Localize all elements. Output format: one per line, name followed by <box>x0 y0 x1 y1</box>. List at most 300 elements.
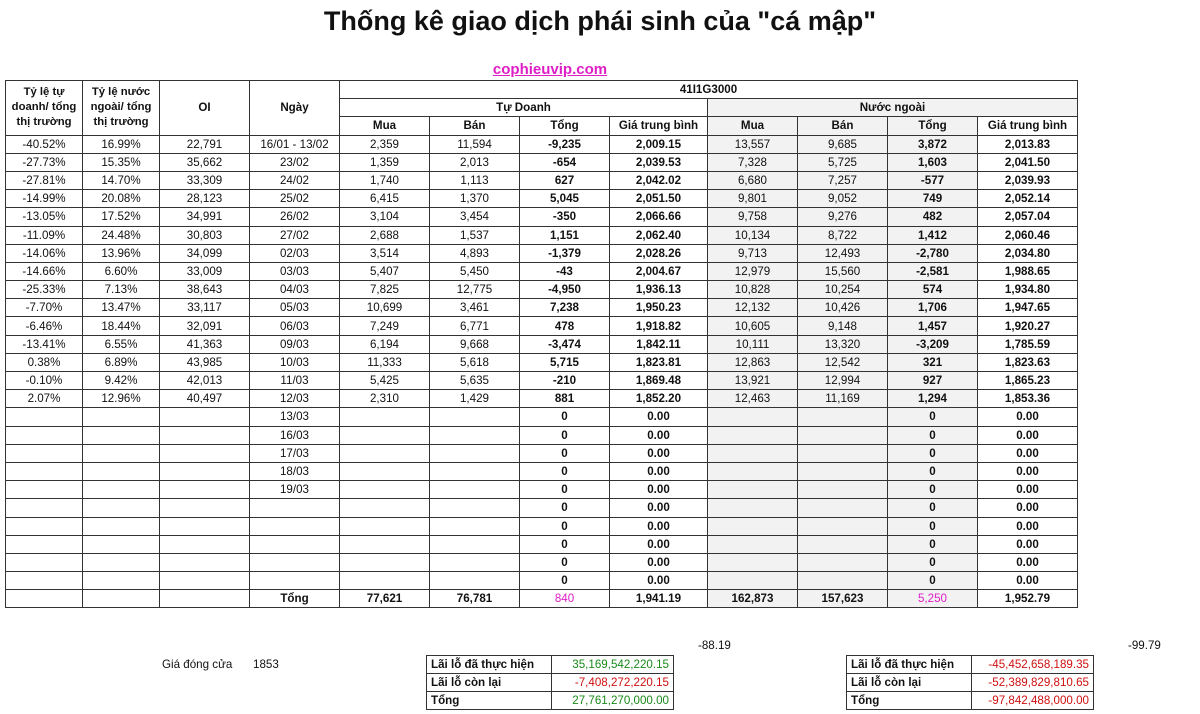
cell-ratio-foreign: 24.48% <box>83 226 160 244</box>
cell-foreign-avg: 0.00 <box>978 572 1078 590</box>
cell-prop-total: 478 <box>520 317 610 335</box>
cell-ratio-prop: -27.73% <box>6 153 83 171</box>
cell-foreign-sell: 12,493 <box>798 244 888 262</box>
header-ratio-foreign: Tỷ lệ nước ngoài/ tổng thị trường <box>83 81 160 136</box>
cell-date <box>250 572 340 590</box>
cell-ratio-prop: -13.05% <box>6 208 83 226</box>
cell-foreign-avg: 0.00 <box>978 553 1078 571</box>
header-foreign-group: Nước ngoài <box>708 99 1078 117</box>
cell-prop-total: 0 <box>520 444 610 462</box>
cell-prop-avg: 1,950.23 <box>610 299 708 317</box>
pl-value: -97,842,488,000.00 <box>972 692 1094 710</box>
cell-prop-avg: 2,039.53 <box>610 153 708 171</box>
cell-foreign-buy: 6,680 <box>708 171 798 189</box>
cell-prop-total: 7,238 <box>520 299 610 317</box>
header-foreign-avg: Giá trung bình <box>978 117 1078 135</box>
cell-foreign-total: 1,706 <box>888 299 978 317</box>
cell-foreign-buy: 12,979 <box>708 262 798 280</box>
cell-oi: 28,123 <box>160 190 250 208</box>
cell-foreign-sell <box>798 499 888 517</box>
cell-ratio-foreign: 6.55% <box>83 335 160 353</box>
cell-prop-avg: 0.00 <box>610 408 708 426</box>
cell-ratio-foreign: 18.44% <box>83 317 160 335</box>
header-prop-buy: Mua <box>340 117 430 135</box>
header-prop-total: Tổng <box>520 117 610 135</box>
cell-ratio-foreign <box>83 462 160 480</box>
cell-foreign-avg: 0.00 <box>978 408 1078 426</box>
table-row <box>6 572 1078 590</box>
cell-foreign-sell: 10,426 <box>798 299 888 317</box>
cell-ratio-foreign <box>83 499 160 517</box>
cell-prop-buy <box>340 426 430 444</box>
cell-ratio-prop: 2.07% <box>6 390 83 408</box>
cell-prop-avg: 2,042.02 <box>610 171 708 189</box>
cell-ratio-prop: -0.10% <box>6 372 83 390</box>
cell-foreign-avg: 2,057.04 <box>978 208 1078 226</box>
cell-oi <box>160 535 250 553</box>
table-row <box>6 317 1078 335</box>
table-row <box>6 535 1078 553</box>
cell-oi: 35,662 <box>160 153 250 171</box>
cell-prop-buy <box>340 481 430 499</box>
cell-foreign-buy: 7,328 <box>708 153 798 171</box>
cell-foreign-sell: 13,320 <box>798 335 888 353</box>
cell-prop-sell <box>430 481 520 499</box>
table-row <box>6 372 1078 390</box>
cell-prop-buy: 2,359 <box>340 135 430 153</box>
cell-foreign-buy <box>708 553 798 571</box>
cell-date: 23/02 <box>250 153 340 171</box>
cell-prop-total: -3,474 <box>520 335 610 353</box>
cell-foreign-buy <box>708 517 798 535</box>
cell-foreign-avg: 0.00 <box>978 444 1078 462</box>
cell-prop-buy: 11,333 <box>340 353 430 371</box>
cell-oi: 30,803 <box>160 226 250 244</box>
cell-foreign-sell: 15,560 <box>798 262 888 280</box>
cell-foreign-sell <box>798 517 888 535</box>
cell-prop-buy: 1,359 <box>340 153 430 171</box>
cell-prop-avg: 1,823.81 <box>610 353 708 371</box>
cell-oi <box>160 426 250 444</box>
cell-foreign-avg: 1,947.65 <box>978 299 1078 317</box>
cell-date: 10/03 <box>250 353 340 371</box>
table-row <box>6 517 1078 535</box>
cell-date: 17/03 <box>250 444 340 462</box>
pl-value: -7,408,272,220.15 <box>552 674 674 692</box>
cell-prop-sell: 5,635 <box>430 372 520 390</box>
table-row <box>6 244 1078 262</box>
cell-foreign-buy: 10,134 <box>708 226 798 244</box>
cell-prop-avg: 0.00 <box>610 426 708 444</box>
cell-date: 26/02 <box>250 208 340 226</box>
cell-foreign-sell: 9,685 <box>798 135 888 153</box>
foreign-price-diff: -99.79 <box>1128 639 1161 652</box>
header-prop-sell: Bán <box>430 117 520 135</box>
cell-foreign-buy: 13,557 <box>708 135 798 153</box>
cell-ratio-prop <box>6 481 83 499</box>
cell-oi: 22,791 <box>160 135 250 153</box>
cell-foreign-sell: 8,722 <box>798 226 888 244</box>
pl-label: Lãi lỗ còn lại <box>427 674 552 692</box>
cell-prop-total: -4,950 <box>520 281 610 299</box>
cell-foreign-sell: 12,994 <box>798 372 888 390</box>
cell-foreign-buy: 13,921 <box>708 372 798 390</box>
cell-foreign-sell <box>798 572 888 590</box>
cell-foreign-avg: 2,039.93 <box>978 171 1078 189</box>
cell-foreign-avg: 2,034.80 <box>978 244 1078 262</box>
cell-foreign-total: 1,294 <box>888 390 978 408</box>
cell-foreign-avg: 0.00 <box>978 517 1078 535</box>
cell-ratio-foreign <box>83 444 160 462</box>
cell-date: 19/03 <box>250 481 340 499</box>
cell-foreign-avg: 2,041.50 <box>978 153 1078 171</box>
cell-foreign-avg: 1,823.63 <box>978 353 1078 371</box>
cell-foreign-total: 0 <box>888 408 978 426</box>
cell-foreign-total: 574 <box>888 281 978 299</box>
cell-ratio-foreign <box>83 408 160 426</box>
cell-foreign-buy <box>708 535 798 553</box>
cell-date: 12/03 <box>250 390 340 408</box>
pl-row <box>847 692 1094 710</box>
cell-prop-sell: 1,429 <box>430 390 520 408</box>
cell-date: 16/03 <box>250 426 340 444</box>
closing-price-value: 1853 <box>253 658 279 671</box>
cell-prop-total: 627 <box>520 171 610 189</box>
cell-foreign-total: -2,780 <box>888 244 978 262</box>
cell-prop-avg: 2,004.67 <box>610 262 708 280</box>
cell-foreign-total: 3,872 <box>888 135 978 153</box>
cell-oi <box>160 572 250 590</box>
cell-foreign-buy: 12,132 <box>708 299 798 317</box>
header-contract: 41I1G3000 <box>340 81 1078 99</box>
cell-foreign-buy <box>708 499 798 517</box>
cell-foreign-total: 1,412 <box>888 226 978 244</box>
derivatives-table <box>5 80 1078 608</box>
cell-prop-sell: 3,454 <box>430 208 520 226</box>
cell-prop-avg: 2,051.50 <box>610 190 708 208</box>
cell-foreign-buy: 9,801 <box>708 190 798 208</box>
cell-oi: 41,363 <box>160 335 250 353</box>
cell-foreign-total: 0 <box>888 481 978 499</box>
total-label: Tổng <box>250 590 340 608</box>
cell-foreign-avg: 1,865.23 <box>978 372 1078 390</box>
cell-foreign-buy <box>708 572 798 590</box>
cell-foreign-total: -2,581 <box>888 262 978 280</box>
cell-prop-buy <box>340 572 430 590</box>
cell-foreign-avg: 0.00 <box>978 535 1078 553</box>
cell-foreign-buy <box>708 426 798 444</box>
cell-prop-buy: 7,825 <box>340 281 430 299</box>
cell-ratio-foreign: 9.42% <box>83 372 160 390</box>
cell-foreign-total: 749 <box>888 190 978 208</box>
cell-foreign-sell <box>798 426 888 444</box>
cell-prop-sell <box>430 426 520 444</box>
header-oi: OI <box>160 81 250 136</box>
pl-row <box>427 674 674 692</box>
cell-foreign-buy: 9,758 <box>708 208 798 226</box>
cell-ratio-prop <box>6 499 83 517</box>
table-row <box>6 299 1078 317</box>
cell-foreign-buy: 10,111 <box>708 335 798 353</box>
cell-foreign-avg: 1,785.59 <box>978 335 1078 353</box>
cell-date: 06/03 <box>250 317 340 335</box>
cell-prop-sell: 9,668 <box>430 335 520 353</box>
cell-prop-total: 0 <box>520 572 610 590</box>
cell-ratio-foreign: 13.47% <box>83 299 160 317</box>
cell-ratio-prop <box>6 444 83 462</box>
prop-price-diff: -88.19 <box>698 639 731 652</box>
cell-prop-avg: 0.00 <box>610 481 708 499</box>
cell-prop-avg: 2,028.26 <box>610 244 708 262</box>
cell-ratio-prop: -13.41% <box>6 335 83 353</box>
cell-prop-total: 0 <box>520 499 610 517</box>
pl-row <box>847 656 1094 674</box>
table-row <box>6 481 1078 499</box>
total-empty <box>160 590 250 608</box>
cell-date: 13/03 <box>250 408 340 426</box>
cell-foreign-total: 0 <box>888 553 978 571</box>
cell-foreign-total: 0 <box>888 462 978 480</box>
cell-ratio-foreign: 20.08% <box>83 190 160 208</box>
cell-foreign-avg: 2,052.14 <box>978 190 1078 208</box>
total-foreign-sell: 157,623 <box>798 590 888 608</box>
cell-oi <box>160 499 250 517</box>
cell-prop-buy: 5,425 <box>340 372 430 390</box>
cell-foreign-sell <box>798 535 888 553</box>
cell-foreign-sell: 9,148 <box>798 317 888 335</box>
cell-prop-sell: 5,450 <box>430 262 520 280</box>
cell-foreign-avg: 1,920.27 <box>978 317 1078 335</box>
cell-prop-sell <box>430 553 520 571</box>
pl-label: Tổng <box>427 692 552 710</box>
cell-prop-sell: 6,771 <box>430 317 520 335</box>
cell-foreign-total: 927 <box>888 372 978 390</box>
table-row <box>6 426 1078 444</box>
site-link[interactable]: cophieuvip.com <box>492 61 608 78</box>
cell-ratio-foreign <box>83 572 160 590</box>
cell-prop-buy <box>340 535 430 553</box>
cell-prop-total: -9,235 <box>520 135 610 153</box>
header-prop-group: Tự Doanh <box>340 99 708 117</box>
pl-foreign-table <box>846 655 1094 710</box>
cell-date: 24/02 <box>250 171 340 189</box>
cell-prop-total: -1,379 <box>520 244 610 262</box>
cell-prop-sell: 12,775 <box>430 281 520 299</box>
cell-foreign-buy: 9,713 <box>708 244 798 262</box>
pl-label: Lãi lỗ đã thực hiện <box>847 656 972 674</box>
cell-foreign-sell: 7,257 <box>798 171 888 189</box>
cell-ratio-foreign <box>83 426 160 444</box>
cell-prop-avg: 1,936.13 <box>610 281 708 299</box>
cell-date <box>250 553 340 571</box>
cell-foreign-avg: 2,060.46 <box>978 226 1078 244</box>
cell-ratio-foreign: 6.89% <box>83 353 160 371</box>
header-date: Ngày <box>250 81 340 136</box>
cell-ratio-foreign: 15.35% <box>83 153 160 171</box>
cell-prop-buy: 2,310 <box>340 390 430 408</box>
table-row <box>6 353 1078 371</box>
cell-prop-sell <box>430 408 520 426</box>
cell-prop-total: 0 <box>520 553 610 571</box>
cell-prop-buy <box>340 408 430 426</box>
cell-prop-sell: 11,594 <box>430 135 520 153</box>
cell-foreign-buy <box>708 408 798 426</box>
table-row <box>6 390 1078 408</box>
cell-prop-avg: 0.00 <box>610 499 708 517</box>
cell-prop-buy: 1,740 <box>340 171 430 189</box>
cell-date: 16/01 - 13/02 <box>250 135 340 153</box>
pl-row <box>847 674 1094 692</box>
cell-prop-total: 0 <box>520 535 610 553</box>
cell-oi <box>160 444 250 462</box>
cell-prop-total: 881 <box>520 390 610 408</box>
cell-prop-buy: 3,104 <box>340 208 430 226</box>
cell-prop-total: -210 <box>520 372 610 390</box>
cell-ratio-prop: -14.99% <box>6 190 83 208</box>
pl-prop-table <box>426 655 674 710</box>
cell-oi <box>160 462 250 480</box>
cell-foreign-avg: 0.00 <box>978 499 1078 517</box>
total-foreign-total: 5,250 <box>888 590 978 608</box>
table-row <box>6 171 1078 189</box>
pl-value: -52,389,829,810.65 <box>972 674 1094 692</box>
cell-foreign-avg: 0.00 <box>978 462 1078 480</box>
total-empty <box>6 590 83 608</box>
pl-value: -45,452,658,189.35 <box>972 656 1094 674</box>
cell-date <box>250 499 340 517</box>
cell-prop-total: 0 <box>520 517 610 535</box>
cell-ratio-prop: -7.70% <box>6 299 83 317</box>
cell-ratio-prop <box>6 517 83 535</box>
cell-prop-avg: 1,842.11 <box>610 335 708 353</box>
cell-foreign-total: 1,457 <box>888 317 978 335</box>
pl-label: Lãi lỗ đã thực hiện <box>427 656 552 674</box>
cell-foreign-sell: 5,725 <box>798 153 888 171</box>
cell-prop-sell <box>430 535 520 553</box>
cell-prop-sell: 3,461 <box>430 299 520 317</box>
cell-foreign-buy <box>708 444 798 462</box>
cell-ratio-foreign <box>83 553 160 571</box>
table-row <box>6 226 1078 244</box>
cell-prop-sell: 1,537 <box>430 226 520 244</box>
total-prop-buy: 77,621 <box>340 590 430 608</box>
table-row <box>6 444 1078 462</box>
table-row <box>6 208 1078 226</box>
header-foreign-sell: Bán <box>798 117 888 135</box>
table-row <box>6 335 1078 353</box>
cell-foreign-sell <box>798 462 888 480</box>
cell-oi: 33,117 <box>160 299 250 317</box>
pl-row <box>427 692 674 710</box>
cell-foreign-avg: 2,013.83 <box>978 135 1078 153</box>
cell-prop-total: -350 <box>520 208 610 226</box>
cell-foreign-total: 0 <box>888 426 978 444</box>
cell-oi: 42,013 <box>160 372 250 390</box>
cell-prop-buy: 3,514 <box>340 244 430 262</box>
cell-prop-sell <box>430 517 520 535</box>
cell-date: 11/03 <box>250 372 340 390</box>
table-row <box>6 553 1078 571</box>
table-row <box>6 262 1078 280</box>
pl-value: 27,761,270,000.00 <box>552 692 674 710</box>
cell-date: 04/03 <box>250 281 340 299</box>
cell-oi <box>160 481 250 499</box>
cell-prop-buy: 10,699 <box>340 299 430 317</box>
cell-prop-total: 5,715 <box>520 353 610 371</box>
cell-prop-buy: 2,688 <box>340 226 430 244</box>
header-foreign-buy: Mua <box>708 117 798 135</box>
cell-ratio-prop: -27.81% <box>6 171 83 189</box>
cell-oi: 33,009 <box>160 262 250 280</box>
cell-oi <box>160 553 250 571</box>
table-row <box>6 462 1078 480</box>
page-title: Thống kê giao dịch phái sinh của "cá mập" <box>323 6 877 36</box>
cell-foreign-sell: 9,276 <box>798 208 888 226</box>
cell-prop-buy: 6,415 <box>340 190 430 208</box>
cell-foreign-sell <box>798 408 888 426</box>
header-foreign-total: Tổng <box>888 117 978 135</box>
header-prop-avg: Giá trung bình <box>610 117 708 135</box>
table-row <box>6 499 1078 517</box>
cell-prop-buy: 7,249 <box>340 317 430 335</box>
table-row <box>6 281 1078 299</box>
cell-ratio-foreign <box>83 517 160 535</box>
cell-prop-avg: 1,869.48 <box>610 372 708 390</box>
cell-prop-sell <box>430 572 520 590</box>
cell-foreign-total: 1,603 <box>888 153 978 171</box>
table-row <box>6 190 1078 208</box>
total-prop-avg: 1,941.19 <box>610 590 708 608</box>
cell-ratio-foreign: 14.70% <box>83 171 160 189</box>
cell-ratio-prop: 0.38% <box>6 353 83 371</box>
cell-ratio-foreign: 16.99% <box>83 135 160 153</box>
total-prop-total: 840 <box>520 590 610 608</box>
cell-prop-avg: 2,009.15 <box>610 135 708 153</box>
cell-ratio-foreign <box>83 535 160 553</box>
cell-foreign-buy: 10,828 <box>708 281 798 299</box>
pl-label: Tổng <box>847 692 972 710</box>
cell-oi: 38,643 <box>160 281 250 299</box>
cell-date: 02/03 <box>250 244 340 262</box>
cell-prop-total: 0 <box>520 481 610 499</box>
cell-foreign-buy <box>708 462 798 480</box>
cell-prop-total: -43 <box>520 262 610 280</box>
cell-prop-sell <box>430 499 520 517</box>
cell-prop-avg: 0.00 <box>610 535 708 553</box>
cell-ratio-prop: -6.46% <box>6 317 83 335</box>
cell-ratio-prop <box>6 426 83 444</box>
header-ratio-prop: Tỷ lệ tự doanh/ tổng thị trường <box>6 81 83 136</box>
cell-foreign-total: 0 <box>888 517 978 535</box>
cell-foreign-avg: 0.00 <box>978 426 1078 444</box>
cell-prop-buy <box>340 444 430 462</box>
cell-foreign-total: 0 <box>888 572 978 590</box>
cell-ratio-foreign: 7.13% <box>83 281 160 299</box>
cell-prop-sell <box>430 462 520 480</box>
cell-foreign-total: -577 <box>888 171 978 189</box>
cell-foreign-total: 0 <box>888 444 978 462</box>
cell-foreign-buy: 12,863 <box>708 353 798 371</box>
cell-prop-sell: 4,893 <box>430 244 520 262</box>
cell-prop-buy <box>340 553 430 571</box>
cell-ratio-prop <box>6 572 83 590</box>
cell-foreign-buy: 10,605 <box>708 317 798 335</box>
cell-prop-buy <box>340 517 430 535</box>
cell-ratio-foreign: 6.60% <box>83 262 160 280</box>
cell-foreign-sell: 11,169 <box>798 390 888 408</box>
cell-prop-total: -654 <box>520 153 610 171</box>
cell-prop-buy: 6,194 <box>340 335 430 353</box>
